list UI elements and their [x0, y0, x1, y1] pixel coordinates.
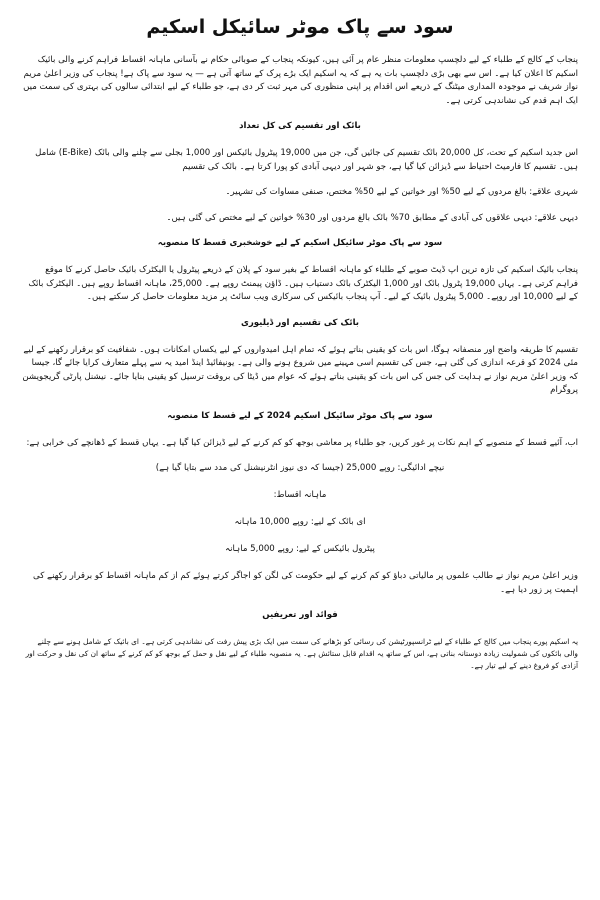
petrol-installment-line: پیٹرول بائیکس کے لیے: روپے 5,000 ماہانہ	[225, 544, 375, 554]
page-title: سود سے پاک موٹر سائیکل اسکیم	[146, 16, 454, 38]
section-heading-distribution: بائک کی تقسیم اور ڈیلیوری	[240, 317, 360, 328]
total-bikes-paragraph: اس جدید اسکیم کے تحت، کل 20,000 بائک تقسیم کی جائیں گی، جن میں 19,000 پیٹرول بائیکس اور 1,000 بجلی سے چلنے والی بائک (E-Bike) شامل ہیں۔ تقسیم کا فارمیٹ احتیاط سے ڈیزائن کیا گیا ہے، جو شہر اور دیہی آبادی کو پورا کرتا ہے۔ بائک کی تقسیم	[35, 148, 578, 172]
intro-paragraph: پنجاب کے کالج کے طلباء کے لیے دلچسپ معلومات منظر عام پر آئی ہیں، کیونکہ پنجاب کے صوبائی حکام نے بآسانی ماہانہ اقساط فراہم کرنے والی بائیک اسکیم کا اعلان کیا ہے۔ اس سے بھی بڑی دلچسپ بات یہ ہے کہ یہ اسکیم ایک بڑے پرک کے ساتھ آتی ہے — یہ سود سے پاک ہے! پنجاب کی وزیر اعلیٰ مریم نواز شریف نے موجودہ المداری میٹنگ کے ذریعے اس اقدام پر اپنی منظوری کی مہر ثبت کر دی ہے، جو طلباء کے لیے ابتدائی سالوں کی بہتری کی سمت میں ایک اہم قدم کی نشاندہی کرتی ہے۔	[23, 55, 578, 106]
down-payment-line: نیچے ادائیگی: روپے 25,000 (جیسا کہ دی نیوز انٹرنیشنل کی مدد سے بتایا گیا ہے)	[155, 463, 445, 473]
plan-2024-intro: اب، آئیے قسط کے منصوبے کے اہم نکات پر غور کریں، جو طلباء پر معاشی بوجھ کو کم کرنے کے لیے ڈیزائن کیا گیا ہے۔ یہاں قسط کے ڈھانچے کی خرابی ہے:	[26, 437, 578, 448]
ebike-installment-line: ای بائک کے لیے: روپے 10,000 ماہانہ	[234, 517, 366, 527]
section-heading-total-bikes: بائک اور تقسیم کی کل تعداد	[239, 121, 361, 131]
rural-allocation: دیہی علاقے: دیہی علاقوں کی آبادی کے مطابق 70% بائک بالغ مردوں اور 30% خواتین کے لیے مختص کی گئی ہیں۔	[166, 212, 578, 223]
plan-2024-closing: وزیر اعلیٰ مریم نواز نے طالب علموں پر مالیاتی دباؤ کو کم کرنے کے لیے حکومت کی لگن کو اجاگر کرتے ہوئے کم از کم ماہانہ اقساط کو برقرار رکھنے کی اہمیت پر زور دیا ہے۔	[33, 571, 578, 595]
section-heading-benefits: فوائد اور تعریفیں	[262, 610, 338, 620]
installment-paragraph: پنجاب بائیک اسکیم کی تازہ ترین اپ ڈیٹ صوبے کے طلباء کو ماہانہ اقساط کے بغیر سود کے پلان کے ذریعے پیٹرول یا الیکٹرک بائیک حاصل کرنے کا موقع فراہم کرتی ہے۔ یہاں 19,000 پٹرول بائک اور 1,000 الیکٹرک بائک دستیاب ہیں۔ ڈاؤن پیمنٹ روپے ہے۔ 25,000، ماہانہ اقساط روپے ہیں۔ الیکٹرک بائک کے لیے 10,000 اور روپے۔ 5,000 پیٹرول بائیک کے لیے۔ آپ پنجاب بائیکس کی سرکاری ویب سائٹ پر مزید معلومات حاصل کر سکتے ہیں۔	[28, 265, 578, 302]
benefits-paragraph: یہ اسکیم پورے پنجاب میں کالج کے طلباء کے لیے ٹرانسپورٹیشن کی رسائی کو بڑھانے کی سمت میں ایک بڑی پیش رفت کی نشاندہی کرتی ہے۔ ای بائیک کے شامل ہونے سے چلنے والی بائکوں کی شمولیت زیادہ دوستانہ بناتی ہے، اس کے ساتھ یہ اقدام قابل ستائش ہے۔ یہ منصوبہ طلباء کے لیے نقل و حمل کے بوجھ کو کم کرنے کے ساتھ ان کی نقل و حرکت اور آزادی کو فروغ دینے کے لیے تیار ہے۔	[25, 637, 578, 670]
monthly-installments-label: ماہانہ اقساط:	[273, 490, 327, 500]
section-heading-installment-plan: سود سے پاک موٹر سائیکل اسکیم کے لیے خوشخبری قسط کا منصوبہ	[157, 238, 443, 248]
distribution-paragraph: تقسیم کا طریقہ واضح اور منصفانہ ہوگا، اس بات کو یقینی بناتے ہوئے کہ تمام اہل امیدواروں کے لیے یکساں امکانات ہوں۔ شفافیت کو برقرار رکھنے کے لیے مئی 2024 کو قرعہ اندازی کی گئی ہے، جس کی تقسیم اسی مہینے میں شروع ہونے والی ہے۔ یونیفائیڈ اینڈ امید یہ سے پہلے متعارف کرایا جائے گا، جیسا کہ وزیر اعلیٰ مریم نواز نے ہدایت کی جس کی اس بات کو یقینی بناتے ہوئے کہ عوام میں ڈیٹا کی بروقت ترسیل کو یقینی بنایا جائے۔ نیشنل پارٹی گریجویشن پروگرام	[22, 344, 578, 395]
section-heading-plan-2024: سود سے پاک موٹر سائیکل اسکیم 2024 کے لیے قسط کا منصوبہ	[167, 410, 433, 421]
urban-allocation: شہری علاقے: بالغ مردوں کے لیے 50% اور خواتین کے لیے 50% مختص، صنفی مساوات کی تشہیر۔	[225, 187, 578, 197]
